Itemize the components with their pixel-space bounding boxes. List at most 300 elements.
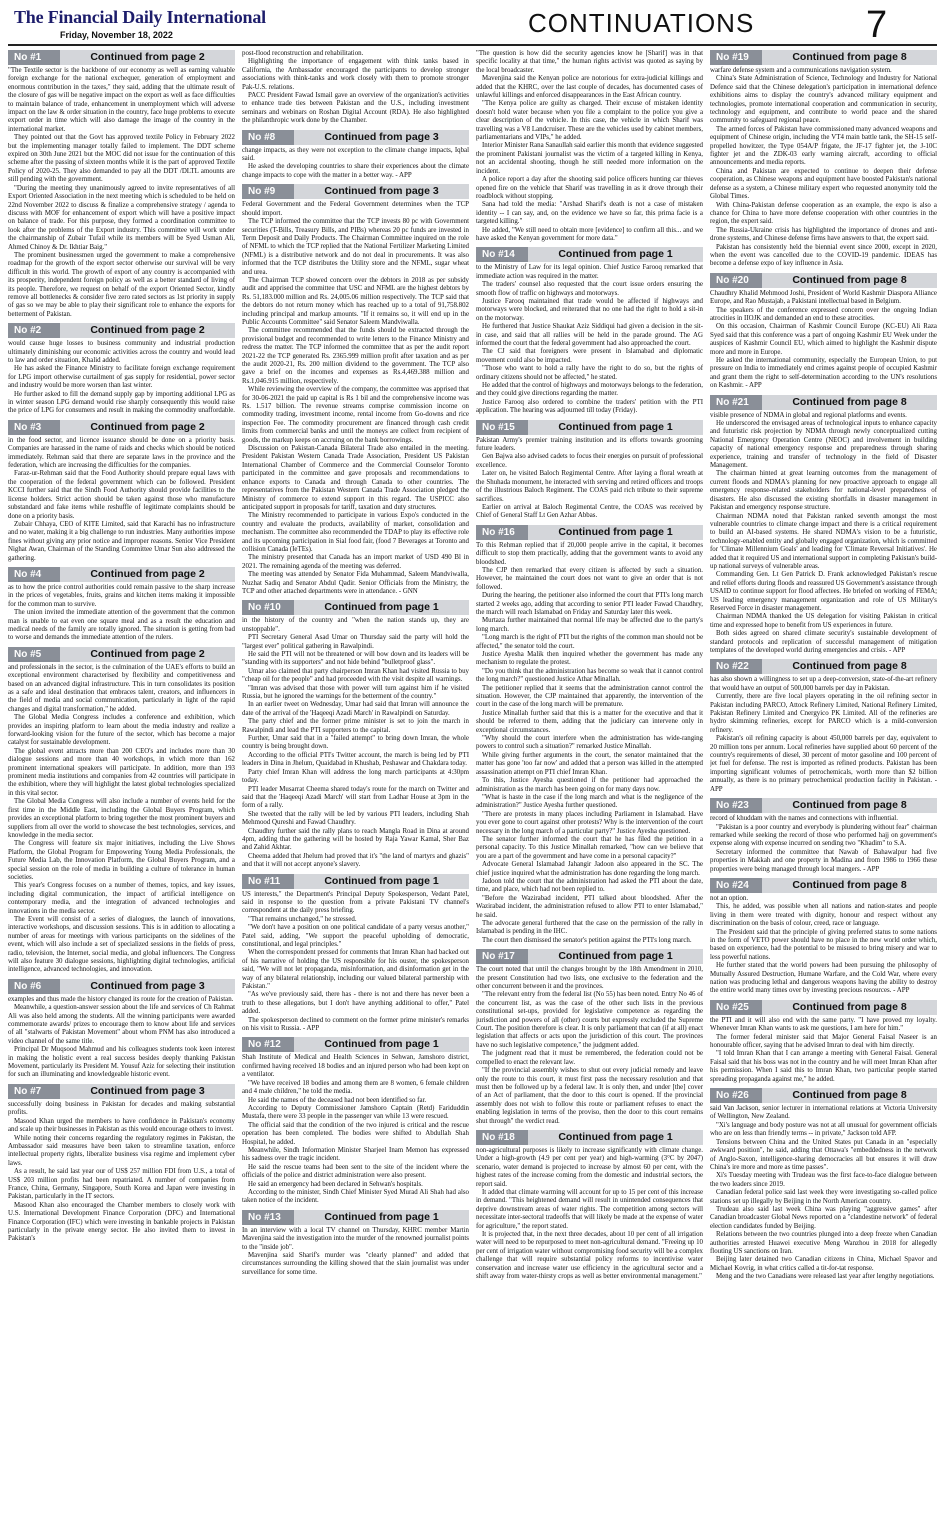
article-header [476,949,703,964]
article-header [710,395,937,410]
paragraph: He said the rescue teams had been sent to the site of the incident where the officials of the police and district administration were also present. [242,1163,469,1180]
continuation-article [710,273,937,391]
continuation-article [242,874,469,1034]
article-number: No #4 [8,567,60,582]
paragraph: "The question is how did the security agencies know he [Sharif] was in that specific locality at that time," the human rights activist was quoted as saying by the local broadcaster. [476,50,703,74]
paragraph: He said an emergency had been declared in Sehwan's hospitals. [248,1180,423,1188]
continued-from-label: Continued from page 1 [528,949,703,964]
paragraph: "As we've previously said, there has - there is not and there has never been a truth to these allegations, but I don't have anything additional to offer," Patel added. [242,991,469,1016]
paragraph: non-agricultural purposes is likely to increase significantly with climate change. Under a high-growth (4.9 per cent per year) and high-warming (3°C by 2047) scenario, water demand is projected to increase by almost 60 per cent, with the highest rates of the increase coming from the domestic and industrial sectors, the report said. [476,1146,703,1188]
paragraph: Gen Bajwa also advised cadets to focus their energies on pursuit of professional excellence. [476,453,703,469]
paragraph: The Event will consist of a series of dialogues, the launch of innovations, interactive workshops, and discussion sessions. This is in addition to allocating a number of areas for meetings with various participants on the sidelines of the event, which will also include a set of specialized sessions in the fields of press, radio, television, the Internet, social media, and global influencers. The Congress will also feature 30 dialogue sessions, highlighting digital technologies, artificial intelligence, advanced technologies, and innovation. [8,915,235,974]
paragraph: The petitioner replied that it seems that the administration cannot control the situation. However, the CJP maintained that apparently, the intervention of the court in the case of the long march will be premature. [476,684,703,709]
continued-from-label: Continued from page 3 [60,1084,235,1099]
paragraph: has also shown a willingness to set up a deep-conversion, state-of-the-art refinery that would have an output of 500,000 barrels per day in Pakistan. [710,676,937,692]
article-number: No #13 [242,1210,294,1225]
article-number: No #17 [476,949,528,964]
continued-from-label: Continued from page 2 [60,567,235,582]
paragraph: Faraz-ur-Rehman said that the Food Authority should prepare equal laws with the cooperation of the federal government which can be followed. President KCCI further said that the Sindh Food Authority should provide facilities to the license holders. Strict action should be taken against those who manufacture substandard and fake items while reshuffle of legitimate complaints should be done on a priority basis. [8,470,235,520]
article-header [710,50,937,65]
issue-date: Friday, November 18, 2022 [60,30,173,40]
article-header [8,647,235,662]
paragraph: He said the names of the deceased had not been identified so far. [248,1096,427,1104]
continued-from-label: Continued from page 8 [762,273,937,288]
paragraph: record of khuddam with the names and connections with influential. [710,815,898,823]
paragraph: "That remains unchanged," he stressed. [248,915,357,923]
paragraph: It is projected that, in the next three decades, about 10 per cent of all irrigation water will need to be repurposed to meet non-agricultural demand. "Freeing up 10 per cent of irrigation water without compromising food security will be a complex challenge that will require substantial policy reforms to incentivise water conservation and increase water use efficiency in the agricultural sector and a shift away from water-thirsty crops as well as better environmental management." [476,1231,703,1281]
article-header [8,1084,235,1099]
paragraph: Zubair Chhaya, CEO of KITE Limited, said that Karachi has no infrastructure and no water, making it a big challenge to run industries. Many authorities impose fines without giving any prior notice and improper reasons. Senior Vice President Nighat Awan, Chairman of the Standing Committee Umar Sun also addressed the gathering. [8,520,235,562]
paragraph: Currently, there are five local players operating in the oil refining sector in Pakistan including PARCO, Attock Refinery Limited, National Refinery Limited, Pakistan Refinery Limited and Cnergyico PK Limited. All of the refineries are hydro skimming refineries, except for PARCO which is a mild-conversion refinery. [710,693,937,734]
page-number: 7 [866,4,888,46]
paragraph: The traders' counsel also requested that the court issue orders ensuring the smooth flow of traffic on highways and motorways. [476,281,703,297]
paragraph: Chaudhry further said the rally plans to reach Mangla Road in Dina at around 4pm, adding that the gathering will be hosted by Raja Yawar Kamal, Sher Baz and Zahid Akhtar. [242,827,469,852]
paragraph: would cause huge losses to business community and industrial production ultimately diminishing our economic activities across the country and would lead to law and order situation, Khalid added. [8,340,235,364]
paragraph: The union invited the immediate attention of the government that the common man is unable to eat even one square meal and as a result the education and medical needs of the family are totally ignored. The situation is getting from bad to worse and demands the immediate attention of the rulers. [8,609,235,642]
paper-title: The Financial Daily International [14,7,266,27]
paragraph: Further, Umar said that in a "failed attempt" to bring down Imran, the whole country is being brought down. [242,735,469,751]
article-body [710,290,937,391]
article-header [710,659,937,674]
paragraph: Justice Farooq maintained that trade would be affected if highways and motorways were blocked, and reiterated that no one had the right to hold a sit-in on the motorway. [476,297,703,322]
paragraph: "During the meeting they unanimously agreed to invite representatives of all Export Oriented Association in the next meeting which is scheduled to be held on 22nd November 2022 to discuss & finalize a comprehensive strategy / agenda to discuss with MOF for enhancement of export which will have a positive impact on balance of trade. For this purpose, they formed a coordination committee to look after the problems of the Export industry. This committee will work under the chairmanship of Zubair Tufail while its members will be Syed Usman Ali, Ahmed Chinoy & Dr. Ikhtiar Baig." [8,184,235,251]
paragraph: He said the PTI will not be threatened or will bow down and its leaders will be "standing with its supporters" and not hide behind "bulletproof glass". [242,651,469,667]
paragraph: He added that the control of highways and motorways belongs to the federation, and they could give directions regarding the matter. [476,382,703,398]
article-header [8,420,235,435]
article-number: No #12 [242,1037,294,1052]
paragraph: Party chief Imran Khan will address the long march participants at 4:30pm today. [242,768,469,785]
continuation-article [8,50,235,319]
article-body [710,1017,937,1084]
continuation-article [8,647,235,975]
paragraph: Meanwhile, Sindh Information Minister Sharjeel Inam Memon has expressed his sadness over the tragic incident. [242,1146,469,1163]
continued-from-label: Continued from page 1 [294,600,469,615]
paragraph: Secretary informed the committee that Nawab of Bahawalpur had five properties in Makkah and one property in Madina and from 1986 to 1966 these properties were being managed through local mangers. - APP [710,848,937,873]
continued-from-label: Continued from page 1 [528,525,703,540]
continued-from-label: Continued from page 2 [60,647,235,662]
columns-container [8,50,937,1525]
paragraph: The ministry presented that Canada has an import market of USD 490 Bl in 2021. The remaining agenda of the meeting was deferred. [242,554,469,570]
paragraph: Chairman NDMA thanked the US delegation for visiting Pakistan in critical time and expressed hope to benefit from US experiences in future. [710,613,937,629]
article-body [242,1054,469,1205]
paragraph: "Long march is the right of PTI but the rights of the common man should not be affected," the senator told the court. [476,634,703,650]
paragraph: According to the minister, Sindh Chief Minister Syed Murad Ali Shah had also taken notice of the incident. [242,1188,469,1205]
paragraph: in the food sector, and licence issuance should be done on a priority basis. Companies are harassed in the name of raids and checks which should be noticed immediately. Rehman said that there are separate laws in the province and the federation, which are increasing the difficulties for the companies. [8,436,235,470]
article-number: No #8 [242,130,294,145]
paragraph: "I told Imran Khan that I can arrange a meeting with General Faisal. General Faisal said that his boss was not in the country and he will meet Imran Khan after his permission. When I said this to Imran Khan, two particular people started spreading propaganda against me," he added. [710,1050,937,1083]
paragraph: PTI Secretary General Asad Umar on Thursday said the party will hold the "largest ever" political gathering in Rawalpindi. [242,634,469,650]
article-body [242,147,469,181]
paragraph: The committee recommended that the funds should be extracted through the provisional budget and recommended to write letters to the Finance Ministry and redress the matter. The TCP informed the committee that as per the audit report 2021-22 the TCP generated Rs. 2365.999 million profit after taxation and as per the audit 2020-21, Rs. 200 million dividend to the government. The TCP also gave a brief on the incomes and expenses as Rs.4,469.388 million and Rs.1,046.915 million, respectively. [242,327,469,385]
paragraph: As a result, he said last year our of US$ 257 million FDI from U.S., a total of US$ 203 million profits had been repatriated. A number of companies from France, China, Germany, Singapore, South Korea and Japan were investing in Pakistan, particularly in the IT sectors. [8,1168,235,1201]
continuation-article [476,420,703,521]
paragraph: The armed forces of Pakistan have commissioned many advanced weapons and equipment of Chinese origin, including the VT4 main battle tank, the SH-15 self-propelled howitzer, the Type 054A/P frigate, the JF-17 fighter jet, the J-10C fighter jet and the ZDK-03 early warning aircraft, according to official announcements and media reports. [710,125,937,167]
article-number: No #16 [476,525,528,540]
paragraph: change impacts, as they were not exception to the climate change impacts, Iqbal said. [242,146,469,163]
article-number: No #18 [476,1130,528,1145]
paragraph: Commanding Gen. Lt Gen Patrick D. Frank acknowledged Pakistan's rescue and relief efforts during floods and reassured US Government's assistance through USAID to continue support for flood affectees. He briefed on working of FEMA; US leading emergency management organization and role of US Military's Reserved Force in disaster management. [710,571,937,612]
continuation-article [242,130,469,181]
article-header [8,979,235,994]
paragraph: successfully doing business in Pakistan for decades and making substantial profits. [8,1100,235,1117]
paragraph: The Russia-Ukraine crisis has highlighted the importance of drones and anti-drone systems, and Chinese defense firms have answers to that, the expert said. [710,226,937,243]
paragraph: On this occasion, Chairman of Kashmir Council Europe (KC-EU) Ali Raza Syed said that this conference was a part of ongoing Kashmir EU Week under the auspices of Kashmir Council EU, which aimed to highlight the Kashmir dispute more and more in Europe. [710,323,937,356]
paragraph: PTI leader Musarrat Cheema shared today's route for the march on Twitter and said that the 'Haqeeqi Azadi March' will start from Ladhar House at 3pm in the form of a rally. [242,785,469,810]
article-header [8,323,235,338]
article-body [476,264,703,415]
paragraph: Justice Minallah further said that this is a matter for the executive and that it should be referred to them, adding that the judiciary can intervene only in exceptional circumstances. [476,709,703,734]
continuation-article [476,50,703,243]
paragraph: Masood Khan urged the members to have confidence in Pakistan's economy and scale up their businesses in Pakistan as this would encourage others to invest. [8,1117,235,1134]
article-header [242,184,469,199]
continuation-article [8,323,235,416]
continued-from-label: Continued from page 8 [762,395,937,410]
section-title: CONTINUATIONS [528,8,755,38]
continued-from-label: Continued from page 8 [762,878,937,893]
paragraph: PACC President Fawad Ismail gave an overview of the organization's activities to enhance trade ties between Pakistan and the U.S., including investment seminars and webinars on Roshan Digital Account (RDA). He also highlighted the philanthropic work done by the Chamber. [242,92,469,125]
continued-from-label: Continued from page 3 [60,979,235,994]
paragraph: The President said that the principle of giving preferred status to some nations in the form of VETO power should have no place in the new world order which, based on experience, had the potential to be misused to bring misery and war to less powerful nations. [710,928,937,961]
paragraph: "The Kenya police are guilty as charged. Their excuse of mistaken identity doesn't hold water because when you file a complaint to the police you give a clear description of the vehicle. In this case, the vehicle in which Sharif was travelling was a V8 Landcruiser. These are the vehicles used by cabinet members, parliamentarians and VIPs," he added. [476,100,703,142]
paragraph: The Congress will feature six major initiatives, including the Live Shows Platform, the Global Program for Empowering Young Media Professionals, the Future Media Lab, the Innovation Platform, the Global Buyers Program, and a special session on the role of media in building a culture of tolerance in human societies. [8,840,235,881]
article-number: No #20 [710,273,762,288]
article-body [710,676,937,794]
paragraph: To this Rehman replied that if 20,000 people arrive in the capital, it becomes difficult to stop them practically, adding that the government wants to avoid any bloodshed. [476,541,703,566]
paragraph: "Why should the court interfere when the administration has wide-ranging powers to control such a situation?" remarked Justice Minallah. [476,735,703,751]
paragraph: He further stated that the world powers had been pursuing the philosophy of Mutually Assured Destruction, Humane Warfare, and the Cold War, where every nation was producing lethal and dangerous weapons having the ability to destroy the entire world many times over by investing precious resources. - APP [710,962,937,995]
article-body [710,1105,937,1282]
article-number: No #11 [242,874,294,889]
column-1 [8,50,235,1525]
paragraph: Justice Farooq also ordered to combine the traders' petition with the PTI application. The hearing was adjourned till today (Friday). [476,398,703,415]
continuation-article [710,798,937,874]
continued-from-label: Continued from page 2 [60,323,235,338]
paragraph: Later on, he visited Baloch Regimental Centre. After laying a floral wreath at the Shuhada monument, he interacted with serving and retired officers and troops of the illustrious Baloch Regiment. The COAS paid rich tribute to their supreme sacrifices. [476,470,703,503]
paragraph: Highlighting the importance of engagement with think tanks based in California, the Ambassador encouraged the participants to develop stronger associations with think-tanks and work closely with them to promote stronger Pak-U.S. relations. [242,58,469,91]
paragraph: "We have received 18 bodies and among them are 8 women, 6 female children and 4 male children," he told the media. [242,1079,469,1096]
article-header [242,874,469,889]
paragraph: The prominent businessmen urged the government to make a comprehensive roadmap for the growth of the export sector otherwise our survival will be very difficult in this world. The growth of export of any country is accompanied with its prosperity, independent foreign policy as well as a better standard of living of its people. Therefore, we request on behalf of the export Oriented Sector, kindly remove all bottlenecks & consider five zero rated sectors as 1st priority in supply of gas so we may be able to play their significant role to enhance the exports for betterment of Pakistan. [8,251,235,318]
paragraph: Masood Khan also encouraged the Chamber members to closely work with U.S. International Development Finance Corporation (DFC) and International Finance Corporation (IFC) which were investing in bankable projects in Pakistan particularly in the private energy sector. He also invited them to invest in Pakistan's [8,1201,235,1243]
article-header [242,1210,469,1225]
paragraph: The court then dismissed the senator's petition against the PTI's long march. [482,936,692,944]
article-number: No #15 [476,420,528,435]
paragraph: Murtaza further maintained that normal life may be affected due to the party's long march. [476,617,703,633]
article-body [476,437,703,521]
paragraph: Jadoon told the court that the administration had asked the PTI about the date, time, and place, which had not been replied to. [476,877,703,894]
continued-from-label: Continued from page 3 [294,130,469,145]
continuation-article [8,1084,235,1244]
paragraph: While reviewing the overview of the company, the committee was apprised that for 30-06-2021 the paid up capital is Rs 1 bil and the comprehensive income was Rs. 1.517 billion. The revenue streams comprise commission income on commodity trading, investment income, rental income from Go-downs and rice inspection Fee. The commodity procurement are financed through cash credit limits from commercial banks and until the moneys are collect from recipient of goods, the markup keeps on accruing on the bank borrowings. [242,386,469,444]
article-body [8,1101,235,1244]
paragraph: Chaudhry Khalid Mehmood Joshi, President of World Kashmir Diaspora Alliance Europe, and Rao Mustajab, a Pakistani intellectual based in Belgium. [710,289,937,306]
article-header [476,247,703,262]
paragraph: A police report a day after the shooting said police officers hunting car thieves opened fire on the vehicle that Sharif was travelling in as it drove through their roadblock without stopping. [476,176,703,200]
paragraph: The speakers of the conference expressed concern over the ongoing Indian atrocities in IIOJK and demanded an end to these atrocities. [710,306,937,322]
continued-from-label: Continued from page 2 [60,50,235,65]
continuation-article [710,1088,937,1282]
continued-from-label: Continued from page 8 [762,1088,937,1103]
paragraph: "The Textile sector is the backbone of our economy as well as earning valuable foreign exchange for the national exchequer, generation of employment and enormous contribution in the taxes," they said, adding that the ultimate result of the closure of gas will be negative impact on the export as well as face difficulties to maintain balance of trade, enhancement in unemployment which will adverse impact on the law & order situation in the country, face huge problems to execute export order in time which will also damage the image of the country in the international market. [8,67,235,133]
paragraph: The senator further informed the court that he has filed the petition in a personal capacity. To this Justice Minallah remarked, "how can we believe that you are a part of the government and have come in a personal capacity?" [476,835,703,860]
paragraph: Federal Government and the Federal Government determines when the TCP should import. [242,201,469,217]
article-body [8,996,235,1080]
article-body [8,67,235,319]
paragraph: in the history of the country and "when the nation stands up, they are unstoppable". [242,617,469,633]
article-number: No #5 [8,647,60,662]
continued-from-label: Continued from page 1 [528,247,703,262]
paragraph: He asked the developing countries to share their experiences about the climate change impacts to cope with the matter in a better way. - APP [242,163,469,179]
paragraph: examples and thus made the history changed its route for the creation of Pakistan. [8,995,234,1003]
masthead [0,0,945,44]
continuation-article [710,395,937,656]
article-number: No #26 [710,1088,762,1103]
article-header [8,567,235,582]
paragraph: The TCP informed the committee that the TCP invests 80 pc with Government securities (T-Bills, Treasury Bills, and PIBs) whereas 20 pc funds are invested in Term Deposit and Daily Products. The Chairman Committee inquired on the role of NFML to which the TCP replied that the National Fertilizer Marketing Limited (NFML) is a distributive network and do not deal in procurements. It was also informed that the TCP distributes the Utility store and the NFML, sugar wheat and urea. [242,218,469,276]
article-header [710,878,937,893]
paragraph: The advocate general furthered that the case on the permission of the rally in Islamabad is pending in the IHC. [476,920,703,936]
continuation-article [710,659,937,794]
article-header [710,1000,937,1015]
paragraph: The party chief and the former prime minister is set to join the march in Rawalpindi and lead the PTI supporters to the capital. [242,718,469,734]
paragraph: Trudeau also said last week China was playing "aggressive games" after Canadian broadcaster Global News reported on a "clandestine network" of federal election candidates funded by Beijing. [710,1205,937,1230]
paragraph: Both sides agreed on shared climate security's sustainable development of standard protocols and replication of successful management of mitigation templates of the developed world during emergencies and crisis. - APP [710,630,937,654]
paragraph: Principal Dr Muqsood Mahmud and his colleagues students took keen interest in making the holistic event a real success besides deeply thanking Pakistan Movement, particularly its President M. Yousuf Aziz for selecting their institution for such an illuminating and knowledgeable historic event. [8,1046,235,1079]
paragraph: Meng and the two Canadians were released last year after lengthy negotiations. [716,1273,935,1281]
paragraph: It added that climate warming will account for up to 15 per cent of this increase in demand. "This heightened demand will result in unintended consequences that deprive downstream areas of water rights. The competition among sectors will necessitate inter-sectoral tradeoffs that will likely be made at the expense of water for agriculture," the report stated. [476,1188,703,1230]
paragraph: The chairman hinted at great learning outcomes from the management of current floods and NDMA's planning for new proactive approach to engage all emergency response-related stakeholders for national-level preparedness of disasters. He also discussed the existing shortfalls in disaster management in Pakistan and emergency response structure. [710,470,937,512]
continuation-article [242,50,469,126]
article-number: No #25 [710,1000,762,1015]
paragraph: Interior Minister Rana Sanaullah said earlier this month that evidence suggested the prominent Pakistani journalist was the victim of a targeted killing in Kenya, not an accidental shooting, though he still needed more information on the incident. [476,142,703,175]
paragraph: The spokesperson declined to comment on the former prime minister's remarks on his visit to Russia. - APP [242,1016,469,1033]
article-number: No #2 [8,323,60,338]
article-number: No #6 [8,979,60,994]
article-number: No #24 [710,878,762,893]
paragraph: visible presence of NDMA in global and regional platforms and events. [710,411,907,419]
paragraph: He further asked to fill the demand supply gap by importing additional LPG as in winter season LPG demand would rise sharply consequently this would raise the price of LPG for consumers and result in making the commodity unaffordable. [8,390,235,415]
paragraph: and professionals in the sector, is the culmination of the UAE's efforts to build an exceptional environment characterised by flexibility and competitiveness and based on an advanced digital infrastructure. This in turn consolidates its position as a safe and ideal destination that embraces talent, creators, and influencers in the field of media and social communication, particularly in light of the rapid changes and digital transformation," he added. [8,663,235,713]
paragraph: US interests," the Department's Principal Deputy Spokesperson, Vedant Patel, said in response to the question from a private Pakistani TV channel's correspondent at the daily press briefing. [242,890,469,915]
paragraph: Cheema added that Jhelum had proved that it's "the land of martyrs and ghazis" and that it will not accept anyone's slavery. [242,852,469,869]
paragraph: Pakistan's oil refining capacity is about 450,000 barrels per day, equivalent to 20 million tons per annum. Local refineries have supplied about 60 percent of the country's requirements of diesel, 30 percent of motor gasoline and 100 percent of jet fuel for defense. The rest is imported as refined products. Pakistan has been importing significant volumes of petrochemicals, worth more than $2 billion annually, as there is no primary petrochemical production facility in Pakistan. - APP [710,735,937,793]
paragraph: Justice Ayesha Malik then inquired whether the government has made any mechanism to regulate the protest. [476,651,703,667]
continuation-article [710,1000,937,1084]
article-body [476,1147,703,1282]
article-number: No #23 [710,798,762,813]
article-header [8,50,235,65]
article-body [242,891,469,1034]
article-number: No #7 [8,1084,60,1099]
article-header [242,1037,469,1052]
article-number: No #1 [8,50,60,65]
article-number: No #14 [476,247,528,262]
article-header [476,1130,703,1145]
paragraph: The court noted that until the changes brought by the 18th Amendment in 2010, the present Constitution had two lists, one exclusive to the federation and the other concurrent between it and the provinces. [476,966,703,991]
continuation-article [8,979,235,1080]
article-body [710,895,937,996]
paragraph: Earlier on arrival at Baloch Regimental Centre, the COAS was received by Chief of General Staff Lt Gen Azhar Abbas. [476,503,703,520]
article-body [8,437,235,563]
continuation-article [710,50,937,269]
paragraph: Tensions between China and the United States put Canada in an "especially awkward position", he said, adding that Ottawa's "embeddedness in the network of Anglo-Saxon, intelligence-sharing democracies all but ensures it will draw China's ire more and more as time passes". [710,1138,937,1171]
paragraph: This year's Congress focuses on a number of themes, topics, and key issues, including digital communication, the impact of artificial intelligence on contemporary media, and the integration of advanced technologies and innovations in the media sector. [8,882,235,915]
article-number: No #19 [710,50,762,65]
continued-from-label: Continued from page 1 [294,1210,469,1225]
paragraph: While giving further arguments in the court, the senator maintained that the matter has gone 'too far now' and added that a person was killed in the attempted assassination attempt on PTI chief Imran Khan. [476,751,703,776]
article-header [476,525,703,540]
paragraph: With China-Pakistan defense cooperation as an example, the expo is also a chance for China to have more defense cooperation with other countries in the region, the expert said. [710,201,937,226]
paragraph: The Ministry recommended to participate in various Expo's conducted in the country and evaluate the products, availability of market, consolidation and mechanism. The committee also recommended the TDAP to play its effective role and its upcoming participation in Sial food fair, (food 7 Beverages at Toronto and collision Canada (IeTEs). [242,512,469,553]
continued-from-label: Continued from page 8 [762,798,937,813]
continued-from-label: Continued from page 8 [762,50,937,65]
continued-from-label: Continued from page 8 [762,659,937,674]
continued-from-label: Continued from page 1 [294,1037,469,1052]
article-body [476,50,703,243]
article-body [8,664,235,975]
paragraph: Canadian federal police said last week they were investigating so-called police stations set up illegally by Beijing in the North American country. [710,1189,937,1205]
paragraph: China's State Administration of Science, Technology and Industry for National Defence said that the Chinese delegation's participation in international defence exhibitions aims to display the country's advanced military equipment and technologies, promote international cooperation and communication in security, technology and equipment, and contribute to world peace and the shared community to safeguard regional peace. [710,75,937,125]
paragraph: This, he added, was possible when all nations and nation-states and people living in them were treated with dignity, honour and respect without any discrimination on the basis of colour, creed, race or language. [710,903,937,928]
paragraph: The Global Media Congress includes a conference and exhibition, which provides an inspiring platform to learn about the media industry and realize a forward-looking vision for the future of the sector, which has become a major catalyst for sustainable development. [8,714,235,747]
paragraph: He asked the international community, especially the European Union, to put pressure on India to immediately end crimes against people of occupied Kashmir and grant them the right to self-determination according to the UN's resolutions on Kashmir. - APP [710,357,937,390]
continuation-article [242,184,469,596]
paragraph: In an earlier tweet on Wednesday, Umar had said that Imran will announce the date of the arrival of the 'Haqeeqi Azadi March' in Rawalpindi on Saturday. [242,701,469,717]
continuation-article [242,600,469,869]
continued-from-label: Continued from page 1 [528,1130,703,1145]
paragraph: They pointed out that the Govt has approved textile Policy in February 2022 but the implementing manager totally failed to implement. The DDT scheme expired on 30th June 2021 but the MOC did not issue for the continuation of this scheme after the passing of sixteen months while it is the part of approved Textile Policy of 2020-25. They also demanded to pay all the DDT /DLTL amounts are still pending with the government. [8,134,235,184]
paragraph: China and Pakistan are expected to continue to deepen their defense cooperation, as Chinese weapons and equipment have boosted Pakistan's national defense as a system, a Chinese military expert who requested anonymity told the Global Times. [710,167,937,201]
paragraph: He added, "We still need to obtain more [evidence] to confirm all this... and we have asked the Kenyan government for more data." [476,226,703,242]
paragraph: "Imran was advised that those with power will turn against him if he visited Russia, but he ignored the warnings for the betterment of the country." [242,684,469,701]
paragraph: "Xi's language and body posture was not at all unusual for government officials who are on less than friendly terms -- in private," Jackson told AFP. [710,1121,937,1138]
continued-from-label: Continued from page 2 [60,420,235,435]
article-number: No #22 [710,659,762,674]
paragraph: Mavenjina said Sharif's murder was "clearly planned" and added that circumstances surrounding the killing showed that the slain journalist was under surveillance for some time. [242,1252,469,1276]
paragraph: He has asked the Finance Ministry to facilitate foreign exchange requirement for LPG import otherwise curtailment of gas supply for residential, power sector and industry would be more worsen than last winter. [8,365,235,390]
column-2 [242,50,469,1525]
continued-from-label: Continued from page 1 [294,874,469,889]
paragraph: Relations between the two countries plunged into a deep freeze when Canadian authorities arrested Huawei executive Meng Wanzhou in 2018 for allegedly flouting US sanctions on Iran. [710,1231,937,1255]
paragraph: Chairman NDMA noted that Pakistan ranked seventh amongst the most vulnerable countries to climate change impact and there is a critical requirement to build an AI-based systems. He shared NDMA's vision to be a futuristic, technology-enabled entity and globally engaged organization, which is committed for 'Climate Millennium Goals' and leading for 'Climate Reversal Initiatives'. He added that it required US and international support in completing Pakistan's build-up national surveys of vulnerable areas. [710,512,937,570]
paragraph: Beijing later detained two Canadian citizens in China, Michael Spavor and Michael Kovrig, in what critics called a tit-for-tat response. [710,1256,937,1272]
paragraph: the PTI and it will also end with the same party. "I have proved my loyalty. Whenever Imran Khan wants to ask me questions, I am here for him." [710,1016,937,1033]
paragraph: to the Ministry of Law for its legal opinion. Chief Justice Farooq remarked that immediate action was required in the matter. [476,264,703,280]
paragraph: She tweeted that the rally will be led by various PTI leaders, including Shah Mehmood Qureshi and Fawad Chaudhry. [242,810,469,827]
paragraph: "Before the Wazirabad incident, PTI talked about bloodshed. After the Wazirabad incident, the administration refused to allow PTI to enter Islamabad," he said. [476,894,703,919]
article-header [710,273,937,288]
continuation-article [242,1210,469,1277]
article-body [476,542,703,946]
header-rule [8,44,937,46]
paragraph: "What is haste in the case if the long march and what is the negligence of the administration?" Justice Ayesha further questioned. [476,793,703,810]
paragraph: The CJ said that foreigners were present in Islamabad and diplomatic movement could also be impacted. [476,348,703,364]
paragraph: Pakistan has consistently held the biennial event since 2000, except in 2020, when the event was cancelled due to the COVID-19 pandemic. IDEAS has become a defense expo of key influence in Asia. [710,243,937,268]
paragraph: The former federal minister said that Major General Faisal Naseer is an honourable officer, saying that he advised Imran to deal with him directly. [710,1033,937,1050]
paragraph: not an option. [710,894,749,902]
paragraph: He underscored the envisaged areas of technological inputs to enhance capacity and futuristic risk projection by NDMA through newly conceptualized cutting National Emergency Operation Centre (NEOC) and involvement in building capacity of national emergency response and preparedness through sharing experience, training and transfer of technology in the field of Disaster Management. [710,420,937,470]
article-body [8,340,235,416]
column-3 [476,50,703,1525]
continuation-article [8,420,235,563]
paragraph: "If the provincial assembly wishes to shut out every judicial remedy and leave only the route to this court, it must first pass the necessary resolution and that must then be followed up by a federal law. It is only then, and under [the] cover of an Act of parliament, that the door to this court is opened. If the provincial assembly does not wish to follow this route or parliament refuses to enact the enabling legislation in terms of the proviso, then the door to this court remains shut through" the verdict read. [476,1067,703,1125]
paragraph: Umar also claimed that party chairperson Imran Khan had visited Russia to buy "cheap oil for the people" and had proceeded with the visit despite all warnings. [242,667,469,684]
article-number: No #9 [242,184,294,199]
article-body [476,966,703,1126]
paragraph: The Global Media Congress will also include a number of events held for the first time in the Middle East, including the Global Buyers Program, which provides an exceptional platform to bring together the most prominent buyers and suppliers from all over the world to showcase the best technologies, services, and knowledge in the media sector. [8,798,235,839]
article-body [242,201,469,596]
article-body [710,67,937,269]
paragraph: When the correspondent pressed for comments that Imran Khan had backed out of his narrative of holding the US responsible for his ouster, the spokesperson said, "We will not let propaganda, misinformation, and disinformation get in the way of any bilateral relationship, including our valued bilateral partnership with Pakistan." [242,949,469,991]
paragraph: "Do you think that the administration has become so weak that it cannot control the long march?" questioned Justice Athar Minallah. [476,667,703,684]
continued-from-label: Continued from page 1 [528,420,703,435]
paragraph: Advocate General Islamabad Jahangir Jadoon also appeared in the SC. The chief justice inquired what the administration has done regarding the long march. [476,861,703,877]
continuation-article [476,247,703,415]
paragraph: During the hearing, the petitioner also informed the court that PTI's long march started 2 weeks ago, adding that according to senior PTI leader Fawad Chaudhry, the march will reach Islamabad on Friday and Saturday later this week. [476,592,703,616]
paragraph: The global event attracts more than 200 CEO's and includes more than 30 dialogue sessions and more than 40 workshops, in which more than 162 prominent international speakers will participate. In addition, more than 193 prominent media institutions and companies from 42 countries will participate in the exhibition, where they will highlight the latest global technologies specialized in this vital sector. [8,747,235,797]
continuation-article [242,1037,469,1205]
article-header [710,1088,937,1103]
paragraph: According to Deputy Commissioner Jamshoro Captain (Retd) Fariduddin Mustafa, there were 33 people in the passenger van while 13 were rescued. [242,1104,469,1121]
paragraph: "There are protests in many places including Parliament in Islamabad. Have you ever gone to court against other protests? Why is the intervention of the court necessary in the long march of a particular party?" Justice Ayesha questioned. [476,810,703,835]
continued-from-label: Continued from page 3 [294,184,469,199]
paragraph: warfare defense system and a communications navigation system. [710,67,892,74]
article-header [476,420,703,435]
paragraph: said Van Jackson, senior lecturer in international relations at Victoria University of Wellington, New Zealand. [710,1105,937,1121]
column-4 [710,50,937,1525]
paragraph: He furthered that Justice Shaukat Aziz Siddiqui had given a decision in the sit-in case, and said that all rallies will be held in the parade ground. The AG informed the court that the federal government had also approached the court. [476,323,703,347]
paragraph: The official said that the condition of the two injured is critical and the rescue operation has been completed. The bodies were shifted to Abdullah Shah Hospital, he added. [242,1121,469,1146]
continuation-article [8,567,235,643]
paragraph: Pakistan Army's premier training institution and its efforts towards grooming future leaders. [476,436,703,453]
paragraph: The meeting was attended by Senator Fida Muhammad, Saleem Mandviwalla, Nuzhat Sadiq and Senator Abdul Qadir. Senior Officials from the Ministry, the TCP and other attached departments were in attendance. - GNN [242,571,469,595]
article-header [710,798,937,813]
paragraph: as to how the price control authorities could remain passive to the sharp increase in the prices of vegetables, fruits, grains and kitchen items making it impossible for the common man to survive. [8,583,235,608]
article-number: No #10 [242,600,294,615]
article-header [242,130,469,145]
continuation-article [476,525,703,946]
paragraph: "Those who want to hold a rally have the right to do so, but the rights of ordinary citizens should not be affected," he stated. [476,365,703,381]
article-body [242,617,469,869]
paragraph: According to the official PTI's Twitter account, the march is being led by PTI leaders in Dina in Jhelum, Quaidabad in Khushab, Peshawar and Chakdara today. [242,751,469,768]
article-body [710,815,937,874]
paragraph: To this, Justice Ayesha questioned if the petitioner had approached the administration as the march has been going on for many days now. [476,777,703,793]
paragraph: In an interview with a local TV channel on Thursday, KHRC member Martin Mavenjina said the investigation into the murder of the renowned journalist points to the "inside job". [242,1226,469,1251]
paragraph: The CJP then remarked that every citizen is affected by such a situation. However, he maintained the court does not want to give an order that is not followed. [476,566,703,591]
paragraph: While noting their concerns regarding the regulatory regimes in Pakistan, the Ambassador said measures have been taken to streamline taxation, enforce intellectual property rights, liberalize business visa regime and implement cyber laws. [8,1134,235,1167]
paragraph: Xi's Tuesday meeting with Trudeau was the first face-to-face dialogue between the two leaders since 2019. [710,1172,937,1188]
article-header [242,600,469,615]
continuation-article [476,1130,703,1282]
article-body [8,584,235,643]
paragraph: Sana had told the media: "Arshad Sharif's death is not a case of mistaken identity -- I can say, and, on the evidence we have so far, this prima facie is a targeted killing." [476,201,703,226]
paragraph: "The relevant entry from the federal list (No 55) has been noted. Entry No 46 of the concurrent list, as was the case of the other such lists in the previous constitutional set-ups, provided for legislative competence as regarding the jurisdiction and powers of all (other) courts but expressly excluded the Supreme Court. The position therefore is clear. It is only parliament that can (if at all) enact legislation that affects or acts upon the jurisdiction of this court. The provinces have no such legislative competence," the judgment added. [476,991,703,1049]
paragraph: Discussion on Pakistan-Canada Bilateral Trade also entailed in the meeting. President Pakistan Western Canada Trade Association, President US Pakistan International Chamber of Commerce and the Commercial Counselor Toronto participated in the committee and gave proposals and recommendations to enhance exports to Canada and through Canada to other countries. The representatives from the Pakistan Western Canada Trade Association pledged the Ministry of commerce to extend support in this regard. The USPICC also anticipated support in proposals for tariff, taxation and duty structures. [242,445,469,511]
article-number: No #21 [710,395,762,410]
continuation-article [476,949,703,1126]
paragraph: post-flood reconstruction and rehabilitation. [242,50,364,57]
article-number: No #3 [8,420,60,435]
paragraph: The judgment read that it must be remembered, the federation could not be compelled to enact the relevant law. [476,1050,703,1066]
paragraph: "We don't have a position on one political candidate of a party versus another," Patel said, adding, "We support the peaceful upholding of democratic, constitutional, and legal principles." [242,924,469,948]
continuation-article [710,878,937,996]
paragraph: Meanwhile, a question-answer session about the life and services of Ch Rahmat Ali was also held among the students. All the winning participants were awarded commemorate awards/ prizes to encourage them to know about life and services of all "stalwarts of Pakistan Movement" about whom PNM has also introduced a video channel of the same title. [8,1004,235,1045]
paragraph: Shah Institute of Medical and Health Sciences in Sehwan, Jamshoro district, confirmed having received 18 bodies and an injured person who had been kept on a ventilator. [242,1054,469,1079]
article-body [242,1227,469,1277]
paragraph: Mavenjina said the Kenyan police are notorious for extra-judicial killings and added that the KHRC, over the last couple of decades, has documented cases of unlawful killings and enforced disappearances in the East African country. [476,75,703,100]
paragraph: The Chairman TCP showed concern over the debtors in 2018 as per subsidy audit and apprised the committee that USC and NFML are the highest debtors by Rs. 51,183.000 million and Rs. 24,005.06 million respectively. The TCP said that the debtors do not return money which has reached up to a total of 91,758.802 including principal and markup amounts. "If it remains so, it will end up in the Public Accounts Committee" said Senator Saleem Mandviwalla. [242,276,469,326]
article-body [710,412,937,656]
